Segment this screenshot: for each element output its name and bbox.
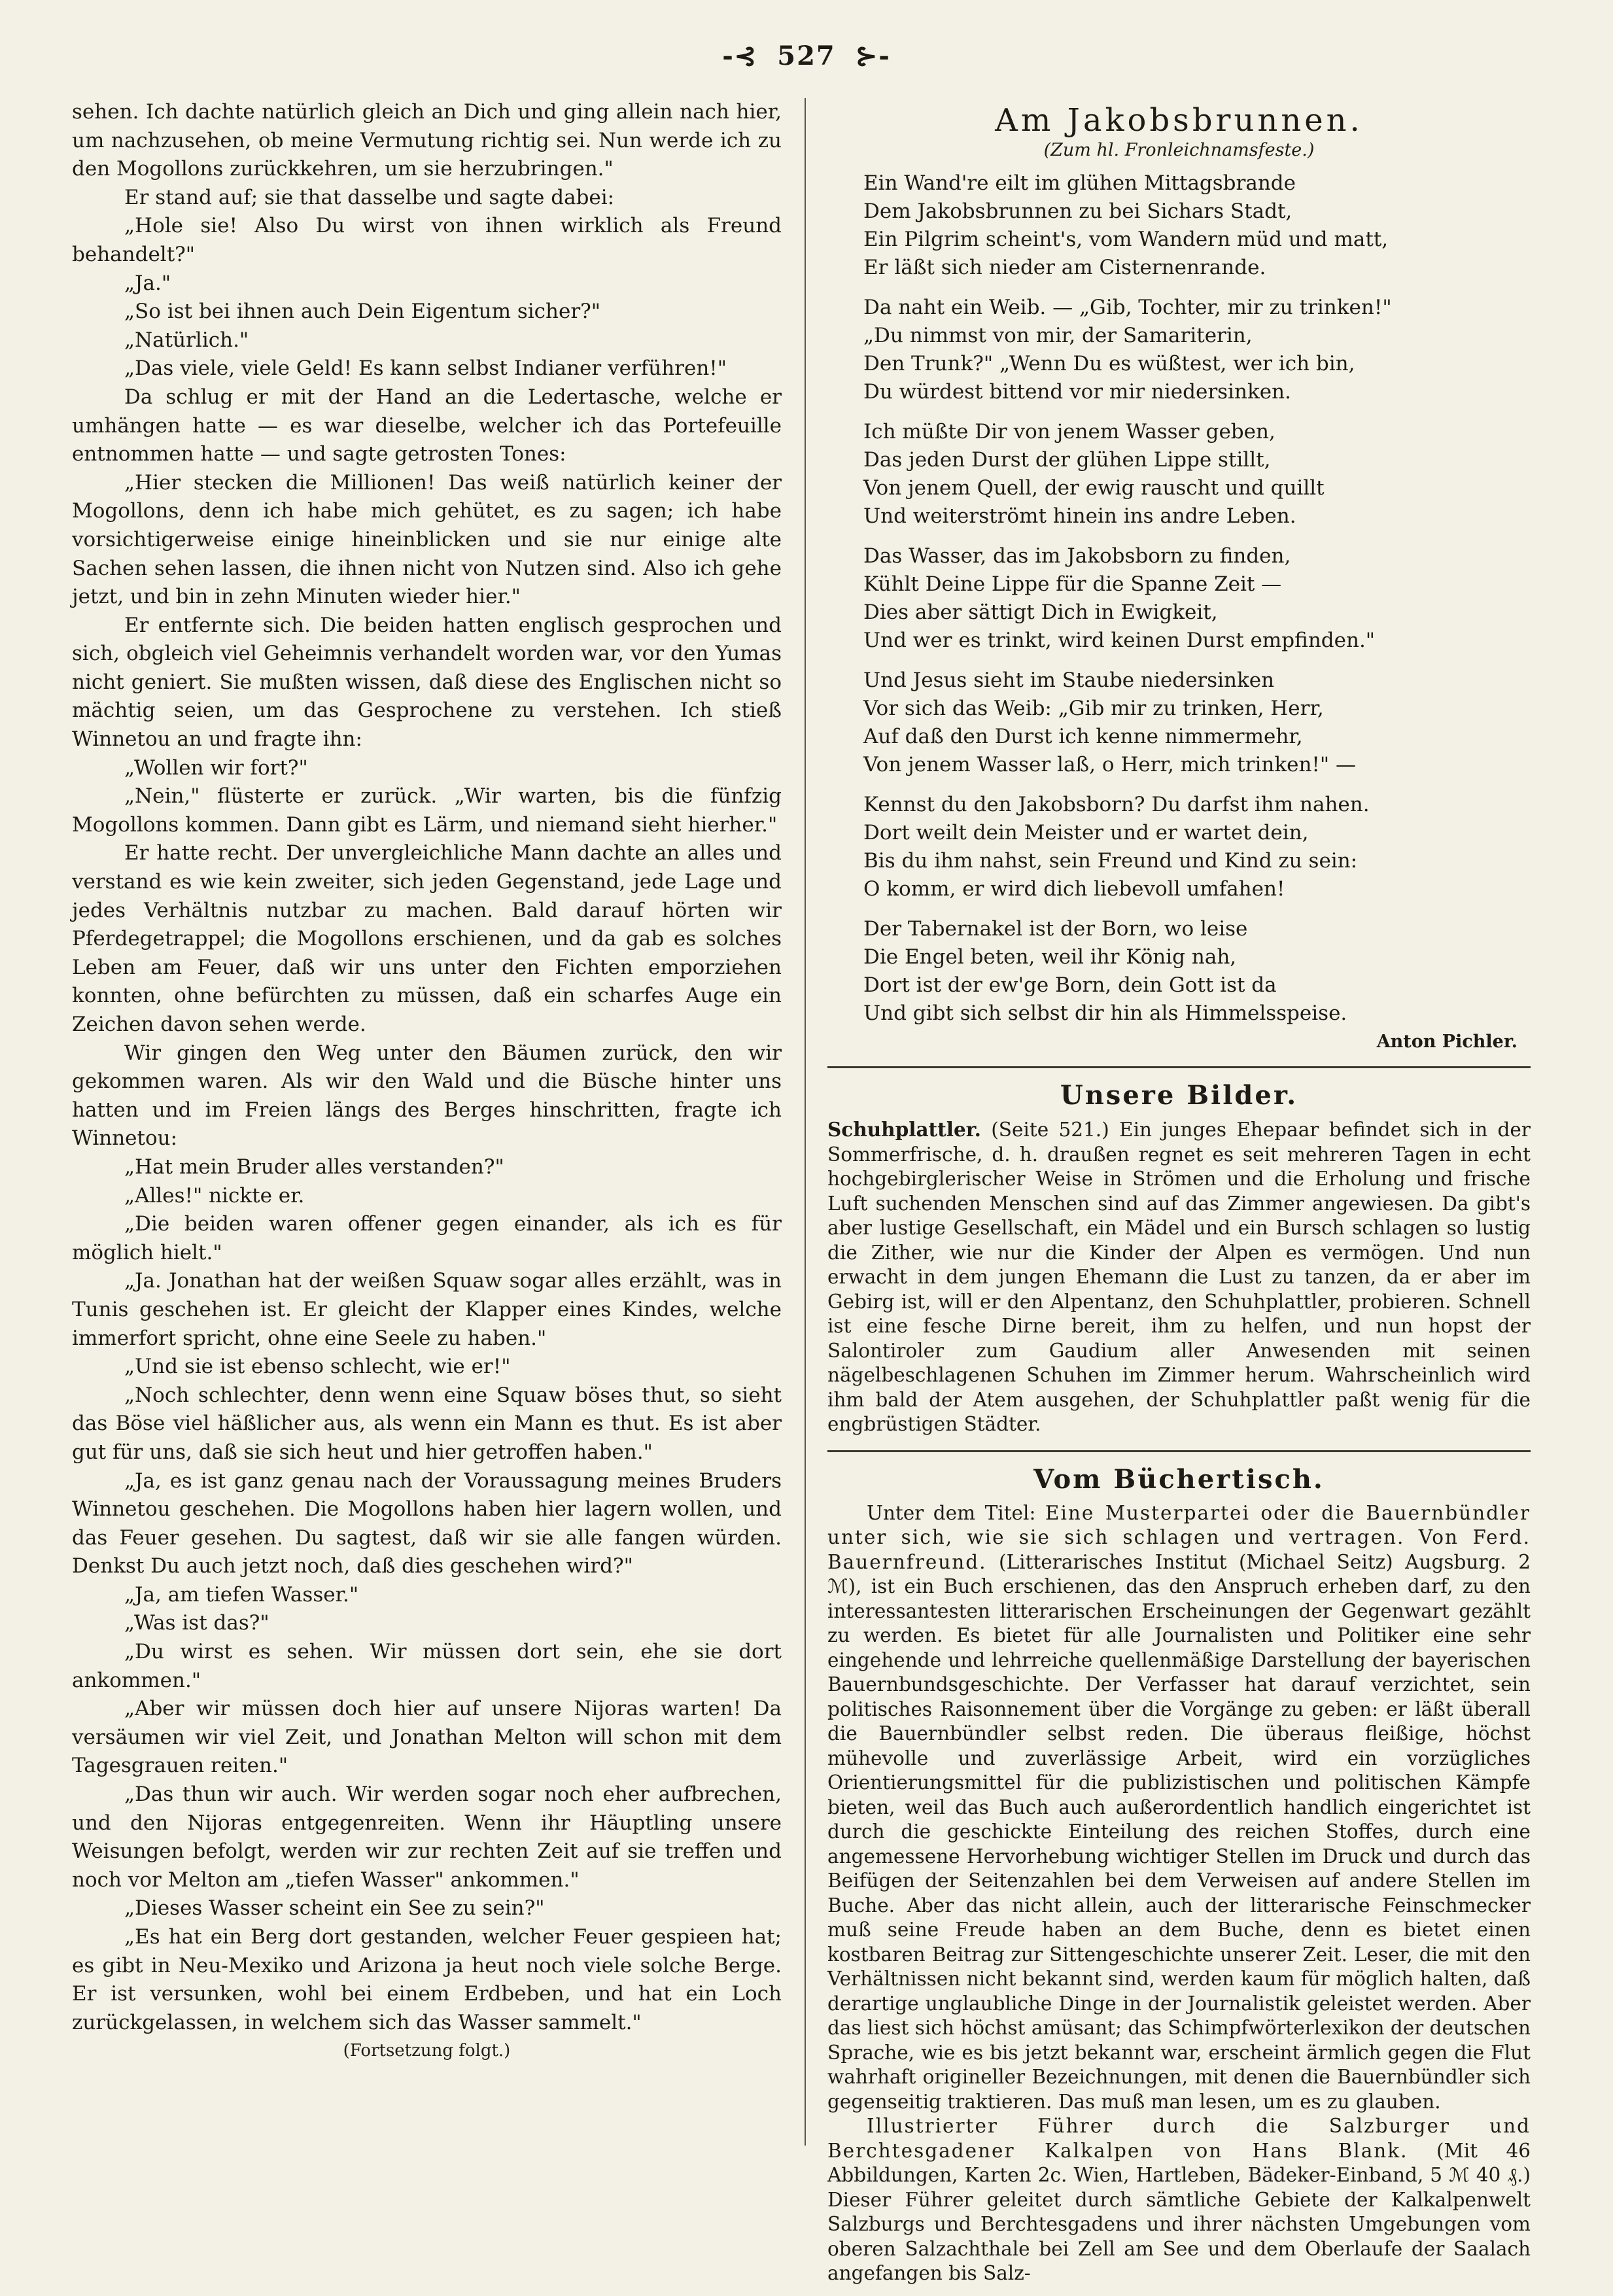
poem-line: Er läßt sich nieder am Cisternenrande.	[863, 256, 1266, 279]
story-paragraph: Er hatte recht. Der unvergleichliche Mann dachte an alles und verstand es wie kein zweiter, sich jeden Gegenstand, jede Lage und jedes Verhältnis nutzbar zu machen. Bald darauf hörten wir Pferdegetrappel; die Mogollons erschienen, und da gab es solches Leben am Feuer, daß wir uns unter den Fichten emporziehen konnten, ohne befürchten zu müssen, daß ein scharfes Auge ein Zeichen davon sehen werde.	[72, 841, 782, 1036]
ornament-right: ⊱-	[855, 41, 891, 71]
section-title-bilder: Unsere Bilder.	[1060, 1080, 1298, 1111]
story-paragraph: „Und sie ist ebenso schlecht, wie er!"	[124, 1355, 511, 1379]
poem-line: Das Wasser, das im Jakobsborn zu finden,	[863, 544, 1291, 568]
buecher-paragraph	[827, 2114, 1531, 2286]
column-divider	[805, 98, 806, 2146]
bilder-article	[827, 1117, 1531, 1437]
poem-line: Das jeden Durst der glühen Lippe stillt,	[863, 448, 1271, 472]
story-paragraph: „Hole sie! Also Du wirst von ihnen wirklich als Freund behandelt?"	[72, 214, 782, 266]
bilder-run-head: Schuhplattler.	[827, 1118, 981, 1141]
poem-line: Dort ist der ew'ge Born, dein Gott ist da	[863, 973, 1277, 997]
story-paragraph: Wir gingen den Weg unter den Bäumen zurück, den wir gekommen waren. Als wir den Wald und die Büsche hinter uns hatten und im Freien längs des Berges hinschritten, fragte ich Winnetou:	[72, 1041, 782, 1151]
poem-line: Auf daß den Durst ich kenne nimmermehr,	[863, 725, 1303, 748]
story-paragraph: Da schlug er mit der Hand an die Ledertasche, welche er umhängen hatte — es war dieselbe, welcher ich das Portefeuille entnommen hatte — und sagte getrosten Tones:	[72, 385, 782, 466]
story-paragraph: „Nein," flüsterte er zurück. „Wir warten, bis die fünfzig Mogollons kommen. Dann gibt es Lärm, und niemand sieht hierher."	[72, 784, 782, 837]
book-title-1: Eine Musterpartei oder die Bauernbündler unter sich, wie sie sich schlagen und vertragen. Von Ferd. Bauernfreund.	[827, 1501, 1531, 1573]
story-paragraph: „Ja, am tiefen Wasser."	[124, 1582, 359, 1607]
buecher-text-2: (Mit 46 Abbildungen, Karten 2c. Wien, Hartleben, Bädeker-Einband, 5 ℳ 40 ₰.) Dieser Führer geleitet durch sämtliche Gebiete der Kalkalpenwelt Salzburgs und Berchtesgadens und ihrer nächsten Umgebungen vom oberen Salzachthale bei Zell am See und dem Oberlaufe der Saalach angefangen bis Salz-	[827, 2139, 1531, 2284]
poem-line: Du würdest bittend vor mir niedersinken.	[863, 380, 1291, 404]
buecher-article	[827, 1501, 1531, 2286]
poem-line: O komm, er wird dich liebevoll umfahen!	[863, 877, 1285, 901]
poem-line: „Du nimmst von mir, der Samariterin,	[863, 324, 1253, 347]
poem-stanza	[863, 169, 1531, 282]
page-number-header	[0, 41, 1613, 71]
poem-line: Ein Wand're eilt im glühen Mittagsbrande	[863, 171, 1296, 195]
poem-stanza	[863, 791, 1531, 903]
story-paragraph: „Ja. Jonathan hat der weißen Squaw sogar alles erzählt, was in Tunis geschehen ist. Er gleicht der Klapper eines Kindes, welche immerfort spricht, ohne eine Seele zu haben."	[72, 1269, 782, 1350]
section-divider	[827, 1450, 1531, 1452]
poem-stanza	[863, 915, 1531, 1028]
left-column-story	[72, 98, 782, 2066]
poem-line: Ich müßte Dir von jenem Wasser geben,	[863, 420, 1275, 444]
section-title-buecher: Vom Büchertisch.	[1033, 1463, 1325, 1495]
story-paragraph: Er entfernte sich. Die beiden hatten englisch gesprochen und sich, obgleich viel Geheimnis verhandelt worden war, vor den Yumas nicht geniert. Sie mußten wissen, daß diese des Englischen nicht so mächtig seien, um das Gesprochene zu verstehen. Ich stieß Winnetou an und fragte ihn:	[72, 613, 782, 752]
poem-line: Von jenem Wasser laß, o Herr, mich trinken!" —	[863, 753, 1356, 776]
story-paragraph: „Wollen wir fort?"	[124, 756, 308, 780]
right-column	[827, 98, 1531, 2286]
story-paragraph: „Du wirst es sehen. Wir müssen dort sein, ehe sie dort ankommen."	[72, 1640, 782, 1692]
story-paragraph: „Ja, es ist ganz genau nach der Voraussagung meines Bruders Winnetou geschehen. Die Mogollons haben hier lagern wollen, und das Feuer gesehen. Du sagtest, daß wir sie alle fangen würden. Denkst Du auch jetzt noch, daß dies geschehen wird?"	[72, 1469, 782, 1578]
poem-line: Den Trunk?" „Wenn Du es wüßtest, wer ich bin,	[863, 352, 1355, 375]
poem-line: Und gibt sich selbst dir hin als Himmelsspeise.	[863, 1001, 1347, 1025]
story-paragraph: „Die beiden waren offener gegen einander, als ich es für möglich hielt."	[72, 1212, 782, 1264]
poem-line: Die Engel beten, weil ihr König nah,	[863, 945, 1237, 969]
poem-stanza	[863, 418, 1531, 531]
book-title-2: Illustrierter Führer durch die Salzburger und Berchtesgadener Kalkalpen von Hans Blank.	[827, 2115, 1531, 2162]
story-paragraph: „Ja."	[124, 271, 171, 295]
poem-subtitle: (Zum hl. Fronleichnamsfeste.)	[1043, 140, 1315, 160]
poem-line: Und wer es trinkt, wird keinen Durst empfinden."	[863, 629, 1376, 652]
poem-stanza	[863, 542, 1531, 655]
story-paragraph: „Aber wir müssen doch hier auf unsere Nijoras warten! Da versäumen wir viel Zeit, und Jonathan Melton will schon mit dem Tagesgrauen reiten."	[72, 1697, 782, 1778]
story-paragraph: „Dieses Wasser scheint ein See zu sein?"	[124, 1896, 545, 1921]
bilder-paragraph	[827, 1117, 1531, 1437]
story-paragraph: „Hat mein Bruder alles verstanden?"	[124, 1155, 504, 1179]
bilder-text: (Seite 521.) Ein junges Ehepaar befindet sich in der Sommerfrische, d. h. draußen regnet es seit mehreren Tagen in echt hochgebirglerischer Weise in Strömen und die Erholung und frische Luft suchenden Menschen sind auf das Zimmer angewiesen. Da gibt's aber lustige Gesellschaft, ein Mädel und ein Bursch schlagen so lustig die Zither, wie nur die Kinder der Alpen es vermögen. Und nun erwacht in dem jungen Ehemann die Lust zu tanzen, da er aber im Gebirg ist, will er den Alpentanz, den Schuhplattler, probieren. Schnell ist eine fesche Dirne bereit, ihm zu helfen, und nun hopst der Salontiroler zum Gaudium aller Anwesenden mit seinen nägelbeschlagenen Schuhen im Zimmer herum. Wahrscheinlich wird ihm bald der Atem ausgehen, der Schuhplattler paßt wenig für die engbrüstigen Städter.	[827, 1119, 1531, 1435]
poem-stanza	[863, 294, 1531, 406]
poem-line: Und weiterströmt hinein ins andre Leben.	[863, 504, 1296, 528]
poem-line: Und Jesus sieht im Staube niedersinken	[863, 669, 1275, 692]
story-paragraph: „Hier stecken die Millionen! Das weiß natürlich keiner der Mogollons, denn ich habe mich gehütet, es zu sagen; ich habe vorsichtigerweise einige hineinblicken und sie nur einige alte Sachen sehen lassen, die ihnen nicht von Nutzen sind. Also ich gehe jetzt, und bin in zehn Minuten wieder hier."	[72, 470, 782, 609]
poem-line: Dies aber sättigt Dich in Ewigkeit,	[863, 600, 1218, 624]
poem-author: Anton Pichler.	[1376, 1032, 1518, 1052]
page-number: 527	[777, 41, 836, 71]
poem-stanza	[863, 667, 1531, 779]
poem-line: Dem Jakobsbrunnen zu bei Sichars Stadt,	[863, 200, 1292, 223]
poem-line: Kennst du den Jakobsborn? Du darfst ihm nahen.	[863, 793, 1370, 816]
story-paragraph: „Was ist das?"	[124, 1611, 269, 1635]
story-paragraph: sehen. Ich dachte natürlich gleich an Dich und ging allein nach hier, um nachzusehen, ob meine Vermutung richtig sei. Nun werde ich zu den Mogollons zurückkehren, um sie herzubringen."	[72, 100, 782, 181]
story-paragraph: „Natürlich."	[124, 328, 249, 352]
story-paragraph: „So ist bei ihnen auch Dein Eigentum sicher?"	[124, 300, 601, 324]
story-paragraph: „Das thun wir auch. Wir werden sogar noch eher aufbrechen, und den Nijoras entgegenreiten. Wenn ihr Häuptling unsere Weisungen befolgt, werden wir zur rechten Zeit auf sie treffen und noch vor Melton am „tiefen Wasser" ankommen."	[72, 1783, 782, 1892]
poem-line: Kühlt Deine Lippe für die Spanne Zeit —	[863, 572, 1282, 596]
poem-line: Da naht ein Weib. — „Gib, Tochter, mir zu trinken!"	[863, 296, 1392, 319]
poem-line: Der Tabernakel ist der Born, wo leise	[863, 917, 1248, 941]
continuation-note: (Fortsetzung folgt.)	[343, 2041, 511, 2061]
buecher-text-1: (Litterarisches Institut (Michael Seitz) Augsburg. 2 ℳ), ist ein Buch erschienen, das den Anspruch erheben darf, zu den interessantesten litterarischen Erscheinungen der Gegenwart gezählt zu werden. Es bietet für alle Journalisten und Politiker eine sehr eingehende und lehrreiche quellenmäßige Darstellung der bayerischen Bauernbundsgeschichte. Der Verfasser hat darauf verzichtet, sein politisches Raisonnement über die Vorgänge zu geben: er läßt überall die Bauernbündler selbst reden. Die überaus fleißige, höchst mühevolle und zuverlässige Arbeit, wird ein vorzügliches Orientierungsmittel für die publizistischen und politischen Kämpfe bieten, weil das Buch auch außerordentlich handlich eingerichtet ist durch die geschickte Einteilung des reichen Stoffes, durch eine angemessene Hervorhebung wichtiger Stellen im Druck und durch das Beifügen der Seitenzahlen bei dem Verweisen auf andere Stellen im Buche. Aber das nicht allein, auch der litterarische Feinschmecker muß seine Freude haben an dem Buche, denn es bietet einen kostbaren Beitrag zur Sittengeschichte unserer Zeit. Leser, die mit den Verhältnissen nicht bekannt sind, werden kaum für möglich halten, daß derartige unglaubliche Dinge in der Journalistik geleistet werden. Aber das liest sich höchst amüsant; das Schimpfwörterlexikon der deutschen Sprache, wie es bis jetzt bekannt war, erscheint ärmlich gegen die Flut wahrhaft origineller Bezeichnungen, mit denen die Bauernbündler sich gegenseitig traktieren. Das muß man lesen, um es zu glauben.	[827, 1550, 1531, 2113]
story-paragraph: „Noch schlechter, denn wenn eine Squaw böses thut, so sieht das Böse viel häßlicher aus, als wenn ein Mann es thut. Es ist aber gut für uns, daß sie sich heut und hier getroffen haben."	[72, 1383, 782, 1464]
poem-line: Ein Pilgrim scheint's, vom Wandern müd und matt,	[863, 228, 1389, 251]
poem-line: Bis du ihm nahst, sein Freund und Kind zu sein:	[863, 849, 1358, 873]
story-paragraph: „Das viele, viele Geld! Es kann selbst Indianer verführen!"	[124, 357, 727, 381]
poem-line: Dort weilt dein Meister und er wartet dein,	[863, 821, 1309, 844]
ornament-left: -⊰	[722, 41, 758, 71]
poem-line: Von jenem Quell, der ewig rauscht und quillt	[863, 476, 1325, 500]
buecher-intro: Unter dem Titel:	[867, 1501, 1045, 1524]
story-paragraph: „Es hat ein Berg dort gestanden, welcher Feuer gespieen hat; es gibt in Neu-Mexiko und Arizona ja heut noch viele solche Berge. Er ist versunken, wohl bei einem Erdbeben, und hat ein Loch zurückgelassen, in welchem sich das Wasser sammelt."	[72, 1925, 782, 2034]
story-paragraph: Er stand auf; sie that dasselbe und sagte dabei:	[124, 185, 615, 209]
poem-line: Vor sich das Weib: „Gib mir zu trinken, Herr,	[863, 697, 1324, 720]
poem-title: Am Jakobsbrunnen.	[995, 102, 1363, 139]
story-paragraph: „Alles!" nickte er.	[124, 1183, 305, 1208]
buecher-paragraph	[827, 1501, 1531, 2115]
section-divider	[827, 1066, 1531, 1068]
